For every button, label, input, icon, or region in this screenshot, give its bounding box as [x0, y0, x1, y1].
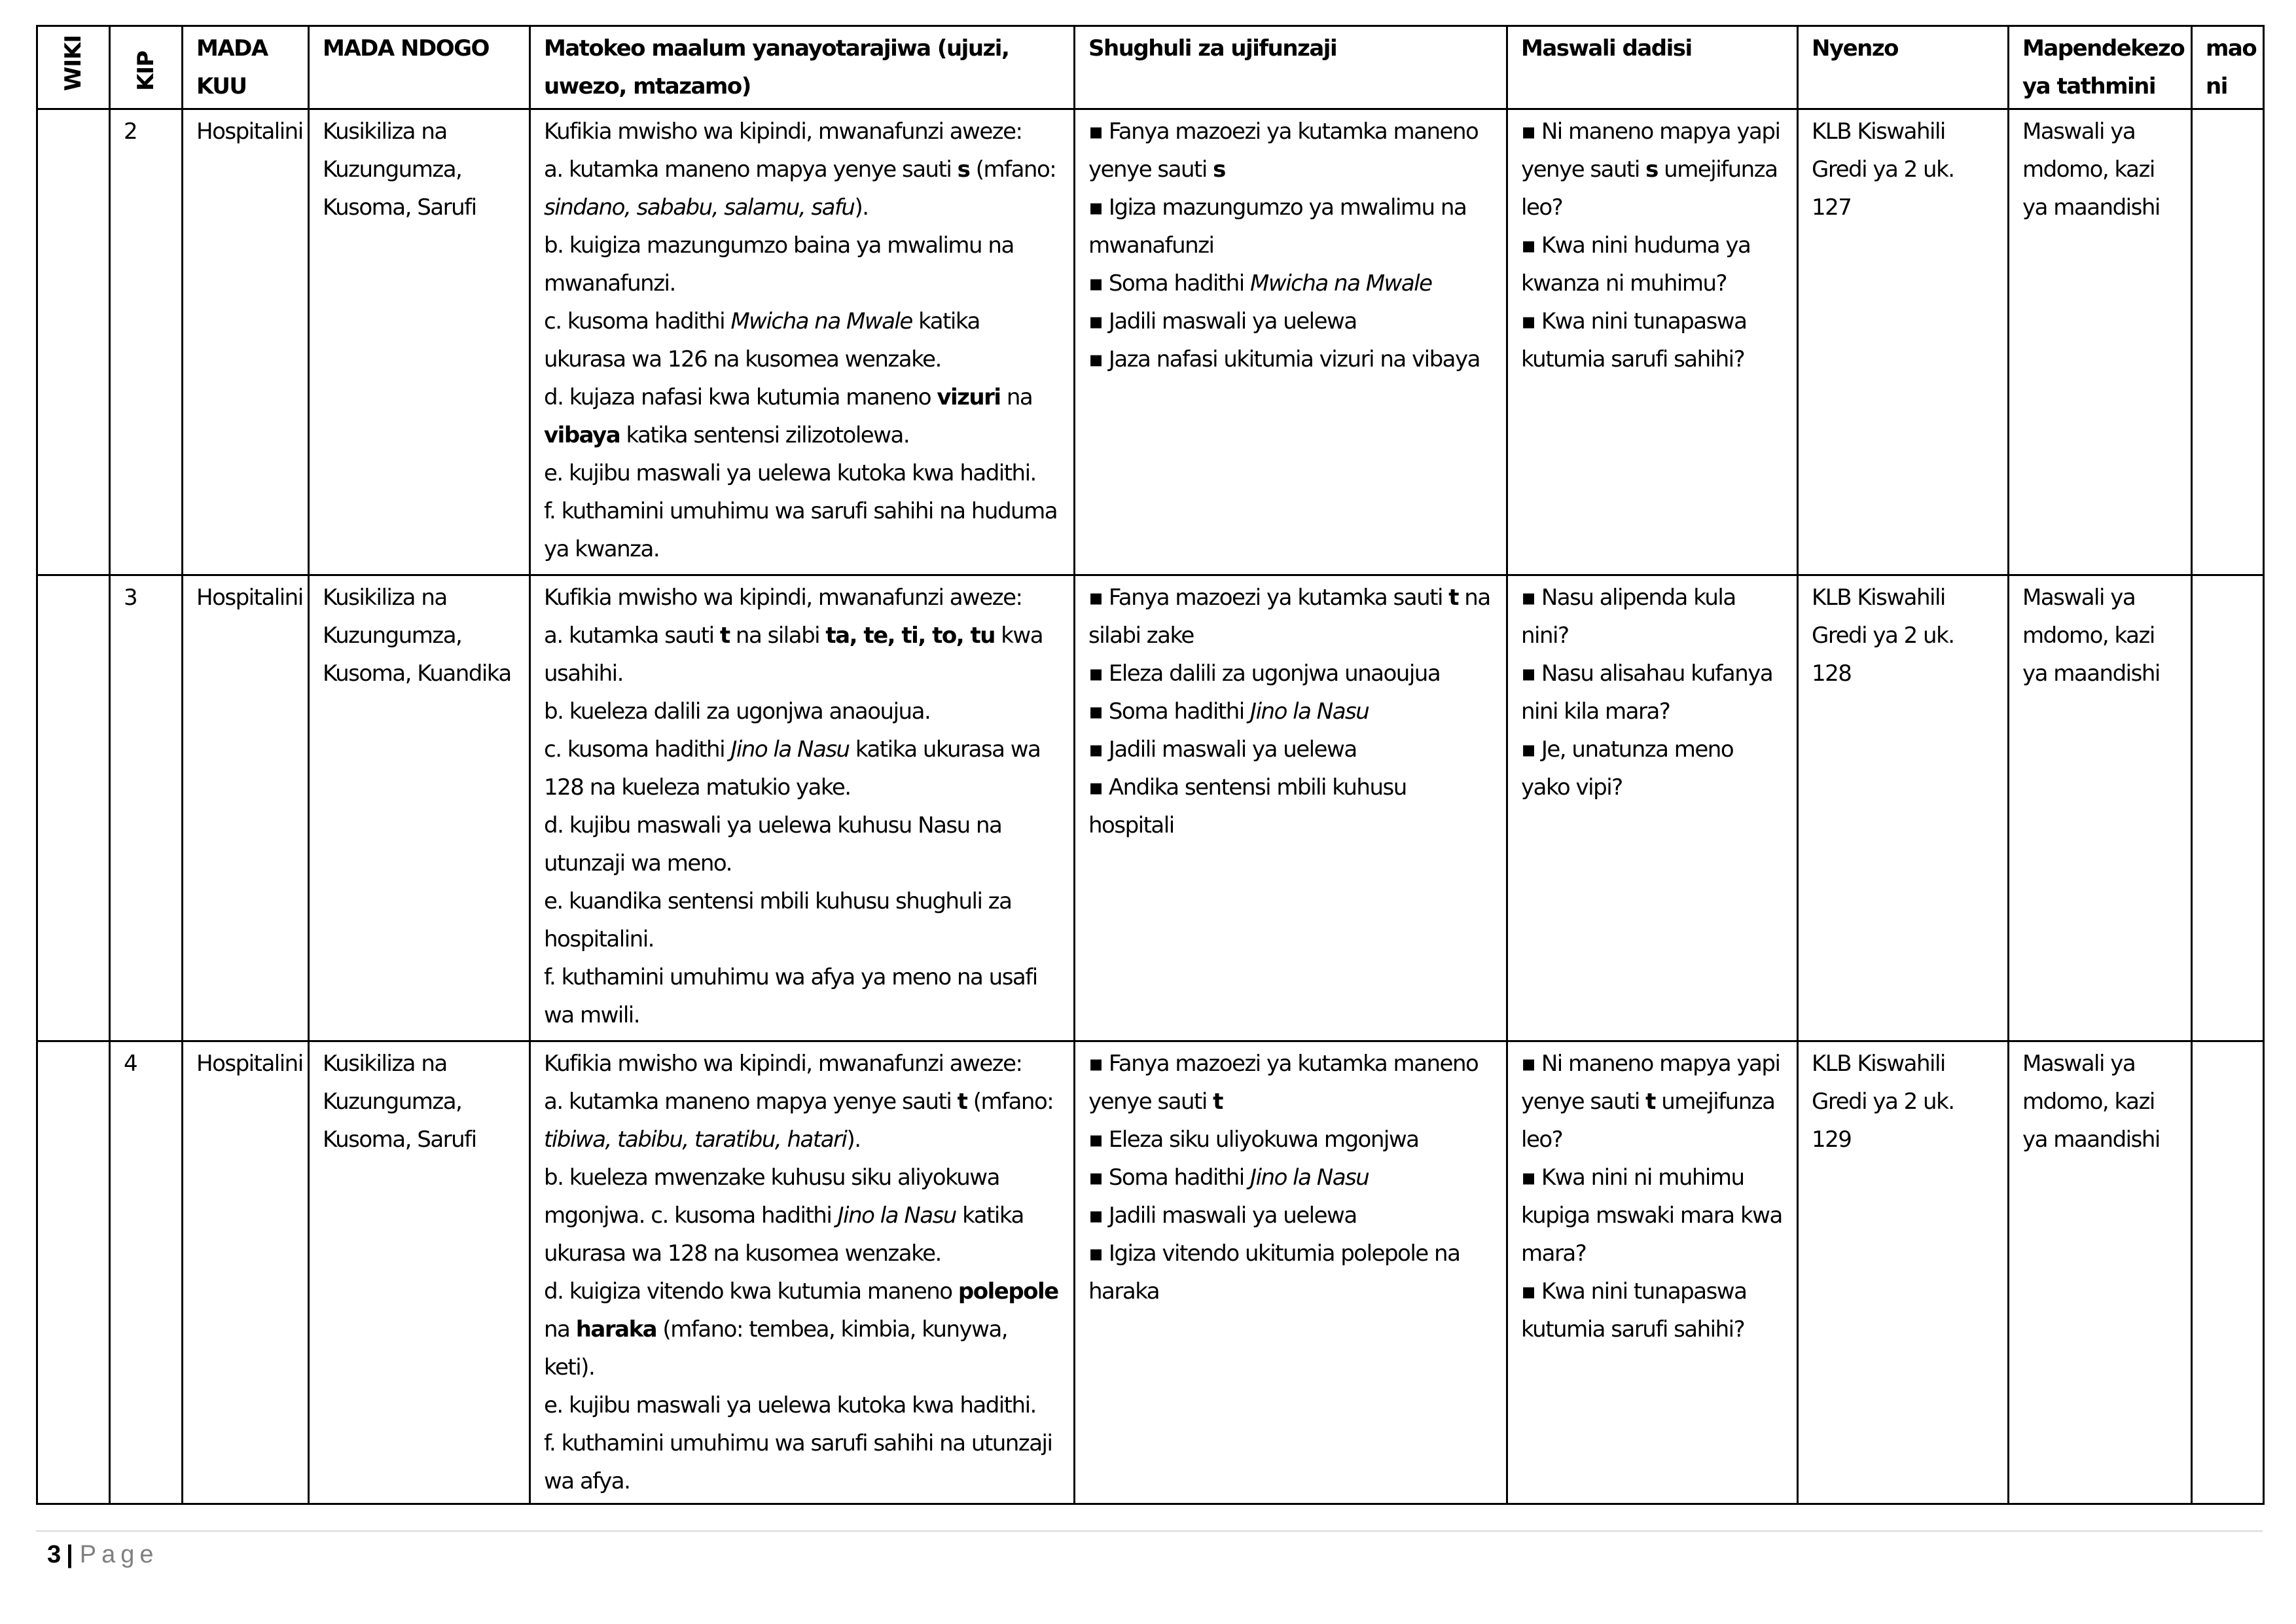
text-run-italic: Jino la Nasu: [1250, 1164, 1369, 1191]
text-run: umejifunza leo?: [1521, 1089, 1775, 1153]
shughuli-item: ▪ Jadili maswali ya uelewa: [1088, 308, 1357, 334]
matokeo-item-d: [544, 1272, 1060, 1386]
text-run: katika ukurasa wa 128 na kusomea wenzake.: [544, 1202, 1024, 1267]
cell-mada-kuu: Hospitalini: [183, 1041, 309, 1504]
matokeo-intro: Kufikia mwisho wa kipindi, mwanafunzi aweze:: [544, 585, 1022, 611]
matokeo-item-c: [544, 731, 1060, 806]
cell-shughuli: [1075, 1041, 1507, 1504]
cell-shughuli: [1075, 109, 1507, 575]
cell-maoni: [2192, 109, 2264, 575]
text-run: (mfano:: [969, 156, 1056, 183]
cell-maoni: [2192, 1041, 2264, 1504]
table-row: [37, 109, 2264, 575]
matokeo-item-a: [544, 1083, 1060, 1159]
text-run-italic: Jino la Nasu: [1250, 698, 1369, 725]
cell-maswali: [1507, 1041, 1798, 1504]
maswali-item: ▪ Je, unatunza meno yako vipi?: [1521, 736, 1734, 801]
text-run: ▪ Soma hadithi: [1088, 698, 1251, 725]
matokeo-item-c: [544, 302, 1060, 378]
text-run: a. kutamka maneno mapya yenye sauti: [544, 156, 958, 183]
text-run-bold: s: [1213, 156, 1225, 183]
matokeo-item-f: f. kuthamini umuhimu wa sarufi sahihi na utunzaji wa afya.: [544, 1430, 1052, 1494]
header-shughuli: Shughuli za ujifunzaji: [1075, 26, 1507, 109]
text-run: ▪ Fanya mazoezi ya kutamka maneno yenye sauti: [1088, 1051, 1479, 1115]
text-run: d. kuigiza vitendo kwa kutumia maneno: [544, 1278, 958, 1305]
text-run: b. kueleza mwenzake kuhusu siku aliyokuwa mgonjwa. c. kusoma hadithi: [544, 1164, 999, 1229]
page-label: Page: [79, 1541, 159, 1568]
maswali-item: [1521, 1045, 1784, 1159]
text-run: ▪ Soma hadithi: [1088, 1164, 1251, 1191]
text-run: ).: [846, 1127, 861, 1153]
text-run: ▪ Ni maneno mapya yapi yenye sauti: [1521, 1051, 1780, 1115]
cell-kip: 2: [110, 109, 183, 575]
shughuli-item: ▪ Igiza mazungumzo ya mwalimu na mwanafunzi: [1088, 194, 1467, 259]
matokeo-item-f: f. kuthamini umuhimu wa afya ya meno na usafi wa mwili.: [544, 964, 1037, 1028]
text-run-bold: vibaya: [544, 422, 620, 448]
cell-wiki: [37, 1041, 110, 1504]
text-run: umejifunza leo?: [1521, 156, 1778, 221]
text-run: c. kusoma hadithi: [544, 736, 731, 763]
matokeo-item-b: b. kueleza dalili za ugonjwa anaoujua.: [544, 698, 931, 725]
shughuli-item: ▪ Igiza vitendo ukitumia polepole na haraka: [1088, 1240, 1460, 1305]
cell-maoni: [2192, 575, 2264, 1041]
text-run: katika ukurasa wa 128 na kueleza matukio yake.: [544, 736, 1041, 801]
text-run-bold: s: [957, 156, 970, 183]
header-mada-ndogo: MADA NDOGO: [309, 26, 530, 109]
text-run-bold: s: [1645, 156, 1658, 183]
text-run: kwa usahihi.: [544, 623, 1043, 687]
cell-tathmini: Maswali ya mdomo, kazi ya maandishi: [2009, 575, 2192, 1041]
text-run-bold: polepole: [958, 1278, 1058, 1305]
cell-mada-ndogo: Kusikiliza na Kuzungumza, Kusoma, Sarufi: [309, 109, 530, 575]
cell-wiki: [37, 109, 110, 575]
cell-matokeo: [530, 575, 1075, 1041]
shughuli-item: ▪ Andika sentensi mbili kuhusu hospitali: [1088, 774, 1407, 839]
header-kip: [110, 26, 183, 109]
text-run: c. kusoma hadithi: [544, 308, 731, 334]
matokeo-item-b: [544, 1159, 1060, 1272]
cell-maswali: [1507, 575, 1798, 1041]
matokeo-item-e: e. kuandika sentensi mbili kuhusu shughuli za hospitalini.: [544, 888, 1012, 952]
text-run-bold: vizuri: [937, 384, 1001, 410]
text-run: d. kujaza nafasi kwa kutumia maneno: [544, 384, 937, 410]
text-run-italic: sindano, sababu, salamu, safu: [544, 194, 855, 221]
header-nyenzo: Nyenzo: [1798, 26, 2009, 109]
table-row: [37, 1041, 2264, 1504]
maswali-item: ▪ Nasu alisahau kufanya nini kila mara?: [1521, 660, 1773, 725]
matokeo-item-a: [544, 617, 1060, 693]
text-run: na silabi: [729, 623, 826, 649]
table-row: [37, 575, 2264, 1041]
header-maswali: Maswali dadisi: [1507, 26, 1798, 109]
text-run-bold: t: [1645, 1089, 1655, 1115]
text-run: na: [1000, 384, 1033, 410]
cell-wiki: [37, 575, 110, 1041]
shughuli-item: [1088, 113, 1493, 189]
cell-mada-ndogo: Kusikiliza na Kuzungumza, Kusoma, Kuandika: [309, 575, 530, 1041]
text-run-bold: haraka: [575, 1316, 657, 1343]
text-run-italic: Mwicha na Mwale: [1250, 270, 1432, 297]
scheme-of-work-table: [36, 25, 2265, 1505]
header-wiki-label: WIKI: [60, 35, 86, 91]
matokeo-item-d: d. kujibu maswali ya uelewa kuhusu Nasu na utunzaji wa meno.: [544, 812, 1002, 876]
page-footer: [47, 1535, 159, 1574]
text-run: a. kutamka sauti: [544, 623, 720, 649]
matokeo-item-f: f. kuthamini umuhimu wa sarufi sahihi na huduma ya kwanza.: [544, 498, 1058, 562]
matokeo-intro: Kufikia mwisho wa kipindi, mwanafunzi aweze:: [544, 1051, 1022, 1077]
matokeo-item-b: b. kuigiza mazungumzo baina ya mwalimu na mwanafunzi.: [544, 232, 1014, 297]
cell-mada-kuu: Hospitalini: [183, 575, 309, 1041]
text-run: ▪ Soma hadithi: [1088, 270, 1251, 297]
footer-divider: [36, 1530, 2263, 1532]
text-run: na: [544, 1316, 576, 1343]
matokeo-item-e: e. kujibu maswali ya uelewa kutoka kwa hadithi.: [544, 1392, 1036, 1418]
shughuli-item: ▪ Eleza siku uliyokuwa mgonjwa: [1088, 1127, 1419, 1153]
shughuli-item: [1088, 579, 1493, 655]
text-run-bold: t: [719, 623, 730, 649]
header-matokeo: Matokeo maalum yanayotarajiwa (ujuzi, uwezo, mtazamo): [530, 26, 1075, 109]
shughuli-item: [1088, 1045, 1493, 1121]
text-run: (mfano:: [967, 1089, 1054, 1115]
maswali-item: ▪ Kwa nini tunapaswa kutumia sarufi sahihi?: [1521, 1278, 1747, 1343]
text-run: ▪ Fanya mazoezi ya kutamka sauti: [1088, 585, 1449, 611]
shughuli-item: [1088, 264, 1493, 302]
maswali-item: ▪ Kwa nini tunapaswa kutumia sarufi sahihi?: [1521, 308, 1747, 372]
page-number: 3: [47, 1541, 62, 1568]
cell-mada-kuu: Hospitalini: [183, 109, 309, 575]
cell-shughuli: [1075, 575, 1507, 1041]
text-run-bold: t: [1448, 585, 1458, 611]
text-run: (mfano: tembea, kimbia, kunywa, keti).: [544, 1316, 1008, 1380]
header-wiki: [37, 26, 110, 109]
matokeo-item-d: [544, 378, 1060, 454]
cell-matokeo: [530, 1041, 1075, 1504]
header-kip-label: KIP: [133, 51, 159, 91]
cell-tathmini: Maswali ya mdomo, kazi ya maandishi: [2009, 109, 2192, 575]
cell-matokeo: [530, 109, 1075, 575]
cell-kip: 4: [110, 1041, 183, 1504]
text-run-italic: Mwicha na Mwale: [730, 308, 912, 334]
cell-maswali: [1507, 109, 1798, 575]
shughuli-item: ▪ Eleza dalili za ugonjwa unaoujua: [1088, 660, 1441, 687]
text-run: na silabi zake: [1088, 585, 1490, 649]
maswali-item: ▪ Kwa nini huduma ya kwanza ni muhimu?: [1521, 232, 1751, 297]
shughuli-item: ▪ Jaza nafasi ukitumia vizuri na vibaya: [1088, 346, 1480, 372]
text-run-bold: t: [1213, 1089, 1223, 1115]
cell-nyenzo: KLB Kiswahili Gredi ya 2 uk. 129: [1798, 1041, 2009, 1504]
maswali-item: [1521, 113, 1784, 226]
shughuli-item: ▪ Jadili maswali ya uelewa: [1088, 736, 1357, 763]
text-run-bold: ta, te, ti, to, tu: [825, 623, 995, 649]
table-header-row: [37, 26, 2264, 109]
header-mada-kuu: MADA KUU: [183, 26, 309, 109]
cell-mada-ndogo: Kusikiliza na Kuzungumza, Kusoma, Sarufi: [309, 1041, 530, 1504]
header-maoni: mao ni: [2192, 26, 2264, 109]
shughuli-item: [1088, 693, 1493, 731]
shughuli-item: ▪ Jadili maswali ya uelewa: [1088, 1202, 1357, 1229]
text-run-bold: t: [957, 1089, 967, 1115]
maswali-item: ▪ Kwa nini ni muhimu kupiga mswaki mara kwa mara?: [1521, 1164, 1782, 1267]
text-run-italic: tibiwa, tabibu, taratibu, hatari: [544, 1127, 847, 1153]
matokeo-item-a: [544, 151, 1060, 226]
text-run: a. kutamka maneno mapya yenye sauti: [544, 1089, 958, 1115]
text-run: ).: [854, 194, 869, 221]
cell-tathmini: Maswali ya mdomo, kazi ya maandishi: [2009, 1041, 2192, 1504]
cell-nyenzo: KLB Kiswahili Gredi ya 2 uk. 128: [1798, 575, 2009, 1041]
matokeo-item-e: e. kujibu maswali ya uelewa kutoka kwa hadithi.: [544, 460, 1036, 486]
footer-separator: |: [66, 1541, 73, 1568]
shughuli-item: [1088, 1159, 1493, 1197]
maswali-item: ▪ Nasu alipenda kula nini?: [1521, 585, 1736, 649]
cell-kip: 3: [110, 575, 183, 1041]
text-run: katika sentensi zilizotolewa.: [620, 422, 910, 448]
text-run: katika ukurasa wa 126 na kusomea wenzake.: [544, 308, 980, 372]
text-run-italic: Jino la Nasu: [837, 1202, 956, 1229]
text-run: ▪ Ni maneno mapya yapi yenye sauti: [1521, 118, 1780, 183]
header-tathmini: Mapendekezo ya tathmini: [2009, 26, 2192, 109]
cell-nyenzo: KLB Kiswahili Gredi ya 2 uk. 127: [1798, 109, 2009, 575]
text-run: ▪ Fanya mazoezi ya kutamka maneno yenye sauti: [1088, 118, 1479, 183]
matokeo-intro: Kufikia mwisho wa kipindi, mwanafunzi aweze:: [544, 118, 1022, 145]
text-run-italic: Jino la Nasu: [730, 736, 850, 763]
